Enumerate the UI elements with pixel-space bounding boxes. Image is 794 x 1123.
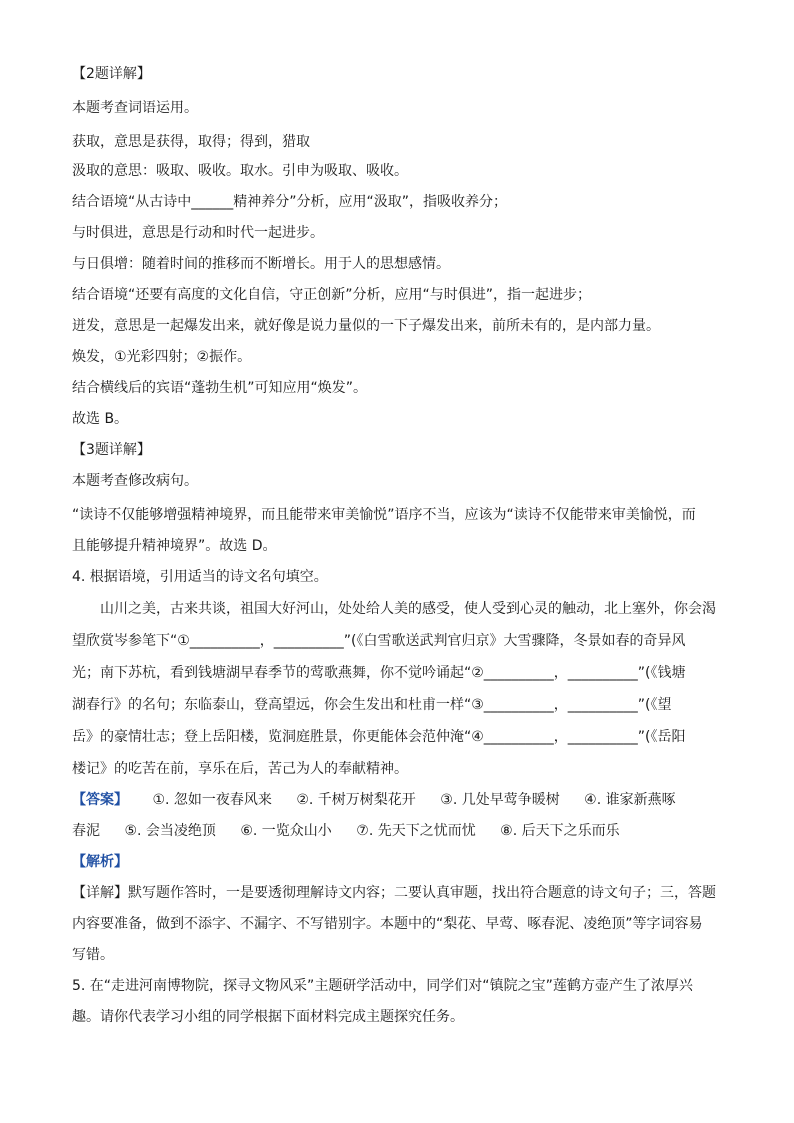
q2-line-4: 结合语境“从古诗中______精神养分”分析，应用“汲取”，指吸收养分；	[72, 194, 508, 210]
q3-line-1: 本题考查修改病句。	[72, 473, 198, 489]
q4-para-line-1: 山川之美，古来共谈，祖国大好河山，处处给人美的感受，使人受到心灵的触动，北上塞外，你会渴	[100, 601, 716, 617]
answer-8: ⑧. 后天下之乐而乐	[500, 823, 620, 839]
q2-line-9: 焕发，①光彩四射；②振作。	[72, 349, 252, 365]
q2-line-11: 故选 B。	[72, 411, 129, 427]
q3-line-2: “读诗不仅能够增强精神境界，而且能带来审美愉悦”语序不当，应该为“读诗不仅能带来审美愉悦，而	[72, 507, 696, 523]
q4-para-line-2: 望欣赏岑参笔下“①__________，__________”(《白雪歌送武判官归京》大雪骤降，冬景如春的奇异风	[72, 633, 686, 649]
answer-6: ⑥. 一览众山小	[240, 823, 332, 839]
answer-2: ②. 千树万树梨花开	[296, 792, 416, 808]
detail-line-2: 内容要准备，做到不添字、不漏字、不写错别字。本题中的“梨花、早莺、啄春泥、凌绝顶”等字词容易	[72, 916, 703, 932]
q3-line-3: 且能够提升精神境界”。故选 D。	[72, 538, 277, 554]
detail-line-3: 写错。	[72, 947, 114, 963]
detail-line-1: 【详解】默写题作答时，一是要透彻理解诗文内容；二要认真审题，找出符合题意的诗文句子；三，答题	[72, 885, 716, 901]
q4-para-line-6: 楼记》的吃苦在前，享乐在后，苦己为人的奉献精神。	[72, 761, 408, 777]
q5-line-1: 5. 在“走进河南博物院，探寻文物风采”主题研学活动中，同学们对“镇院之宝”莲鹤方壶产生了浓厚兴	[72, 978, 693, 994]
q4-para-line-5: 岳》的豪情壮志；登上岳阳楼，览洞庭胜景，你更能体会范仲淹“④__________，__________”(《岳阳	[72, 729, 686, 745]
answer-label: 【答案】	[72, 792, 128, 808]
q2-line-3: 汲取的意思：吸取、吸收。取水。引申为吸取、吸收。	[72, 163, 408, 179]
answer-4-cont: 春泥	[72, 823, 100, 839]
q2-line-8: 迸发，意思是一起爆发出来，就好像是说力量似的一下子爆发出来，前所未有的，是内部力量。	[72, 318, 660, 334]
q4-para-line-3: 光；南下苏杭，看到钱塘湖早春季节的莺歌燕舞，你不觉吟诵起“②__________，__________”(《钱塘	[72, 665, 686, 681]
answer-1: ①. 忽如一夜春风来	[152, 792, 272, 808]
q2-line-7: 结合语境“还要有高度的文化自信，守正创新”分析，应用“与时俱进”，指一起进步；	[72, 287, 592, 303]
analysis-label: 【解析】	[72, 854, 128, 870]
answer-row-1	[72, 790, 676, 810]
q2-line-6: 与日俱增：随着时间的推移而不断增长。用于人的思想感情。	[72, 256, 450, 272]
q2-detail-header: 【2题详解】	[72, 66, 151, 82]
q2-line-5: 与时俱进，意思是行动和时代一起进步。	[72, 225, 324, 241]
answer-3: ③. 几处早莺争暖树	[440, 792, 560, 808]
q5-line-2: 趣。请你代表学习小组的同学根据下面材料完成主题探究任务。	[72, 1009, 464, 1025]
answer-7: ⑦. 先天下之忧而忧	[356, 823, 476, 839]
q3-detail-header: 【3题详解】	[72, 442, 151, 458]
answer-5: ⑤. 会当凌绝顶	[124, 823, 216, 839]
answer-4: ④. 谁家新燕啄	[584, 792, 676, 808]
answer-row-2	[72, 821, 620, 841]
q2-line-2: 获取，意思是获得，取得；得到，猎取	[72, 134, 310, 150]
q2-line-1: 本题考查词语运用。	[72, 100, 198, 116]
q4-para-line-4: 湖春行》的名句；东临泰山，登高望远，你会生发出和杜甫一样“③__________，__________”(《望	[72, 697, 672, 713]
q4-title: 4. 根据语境，引用适当的诗文名句填空。	[72, 569, 328, 585]
q2-line-10: 结合横线后的宾语“蓬勃生机”可知应用“焕发”。	[72, 380, 368, 396]
